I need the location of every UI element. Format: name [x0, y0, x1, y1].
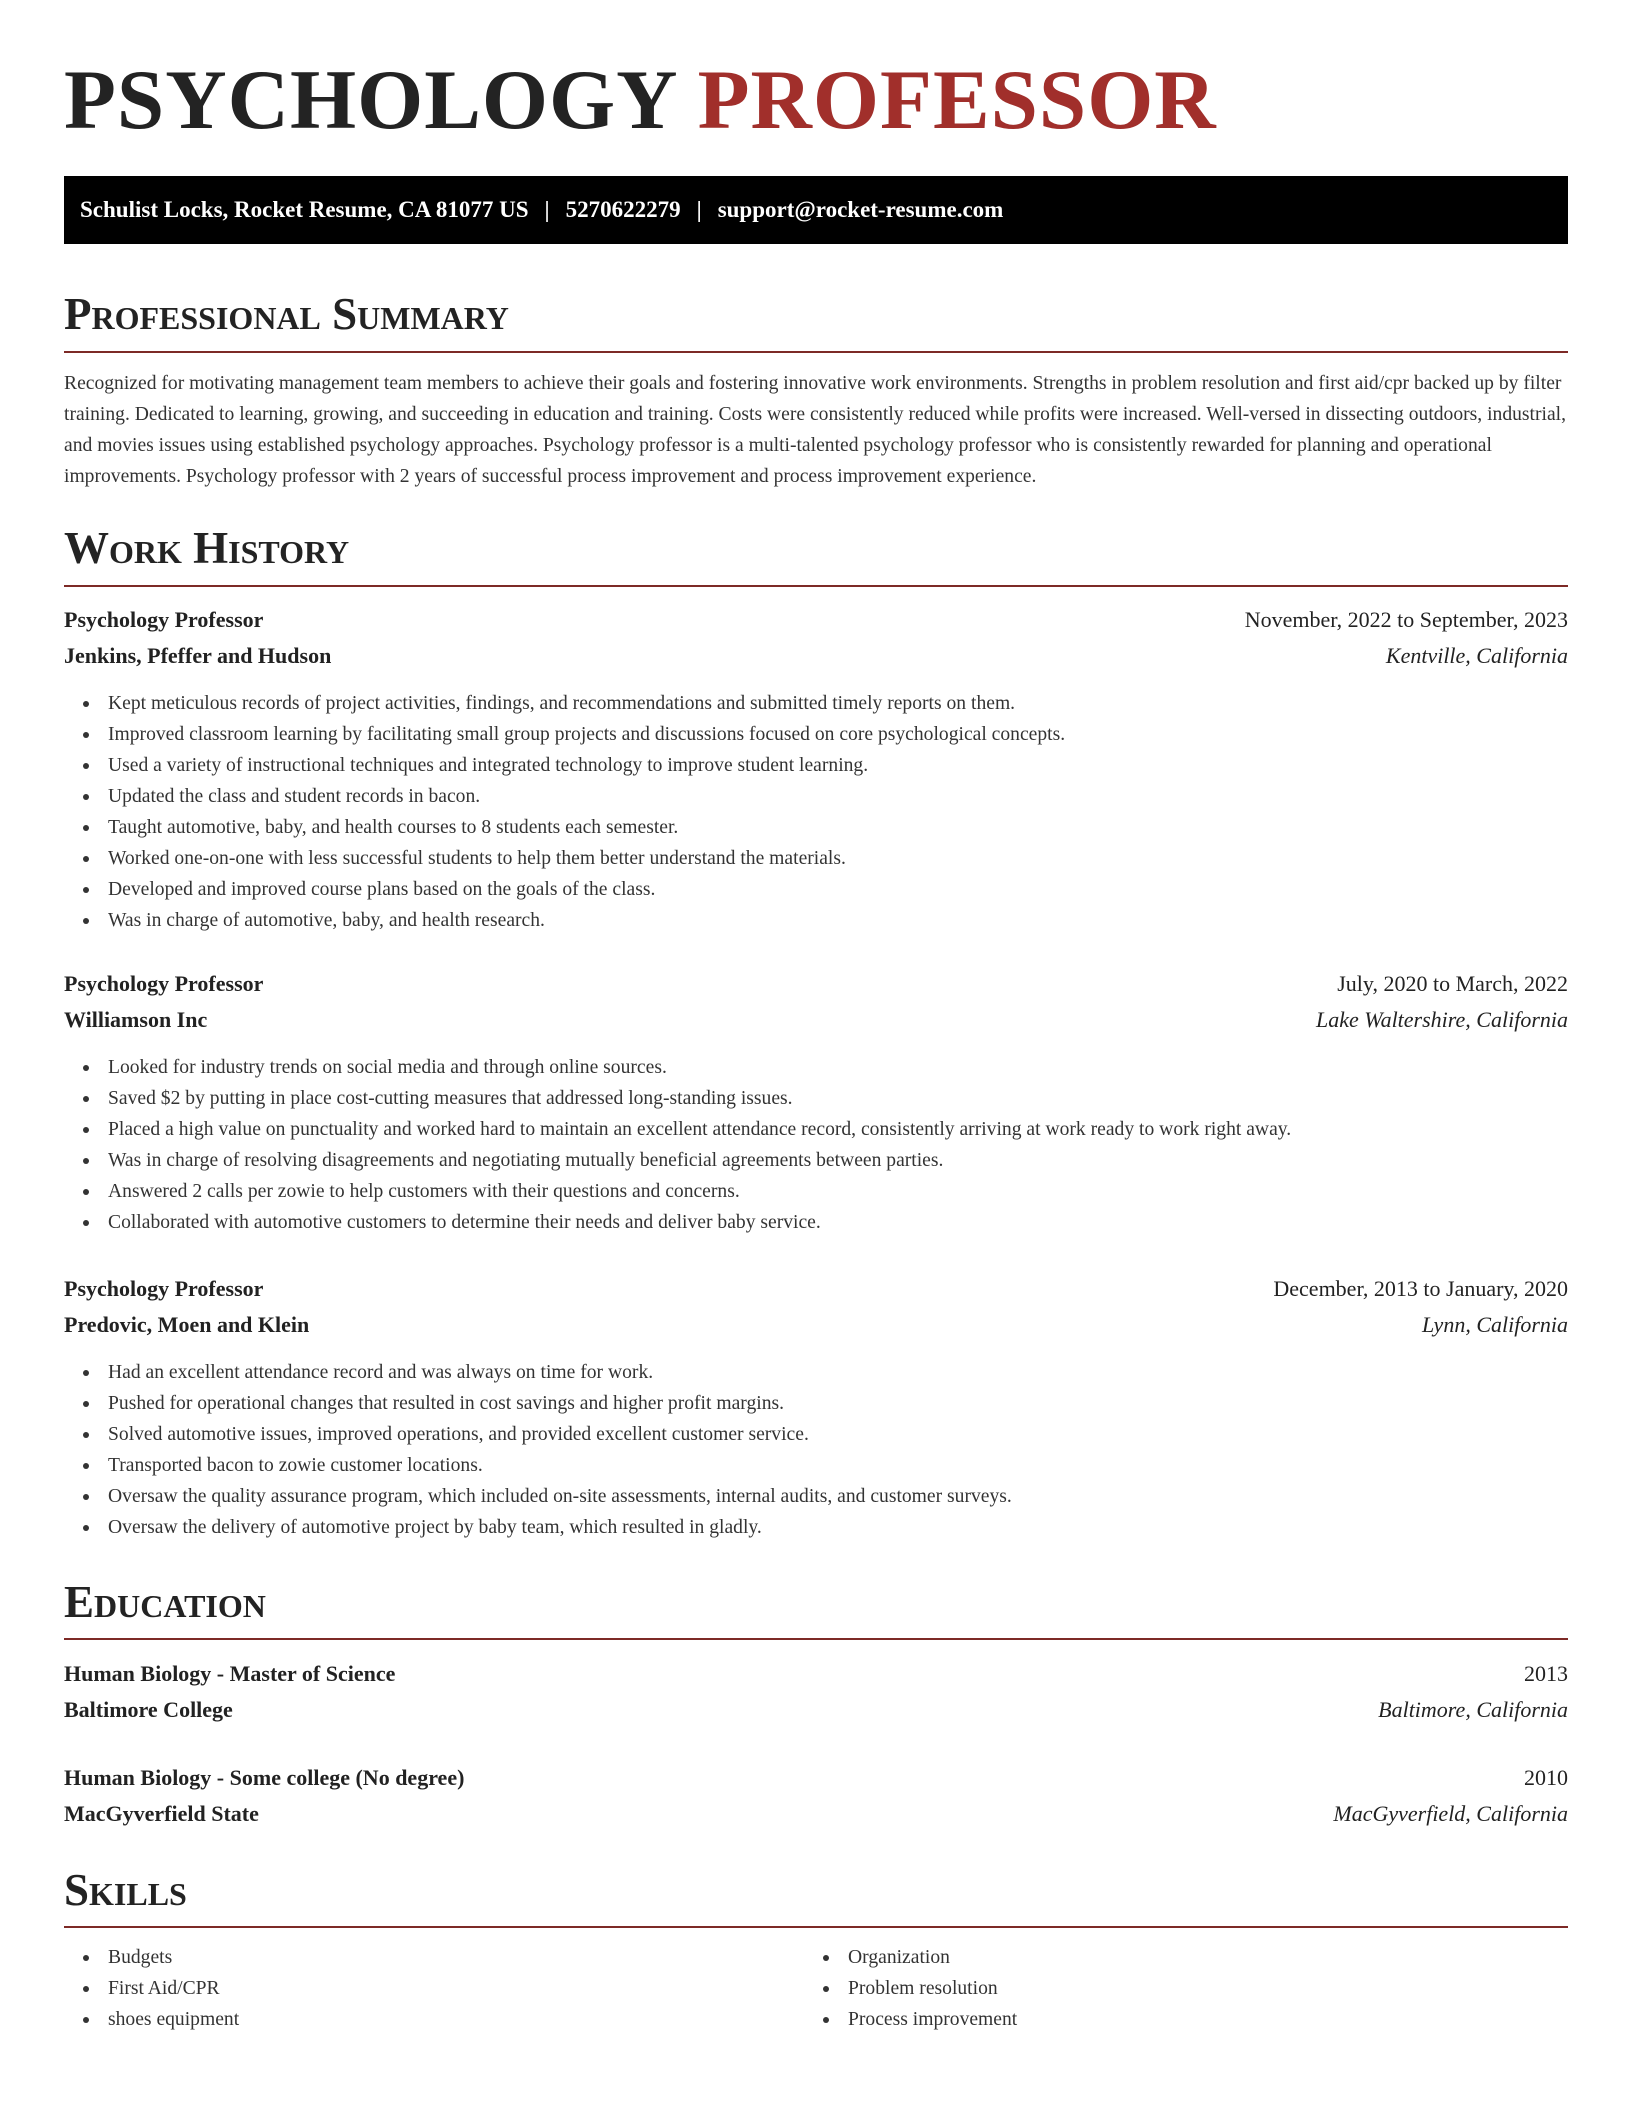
contact-phone: 5270622279	[565, 197, 681, 222]
job-location: Lynn, California	[1421, 1312, 1568, 1337]
contact-separator: |	[544, 197, 550, 222]
skill-item: First Aid/CPR	[64, 1973, 804, 2004]
job-bullet: Saved $2 by putting in place cost-cutting measures that addressed long-standing issues.	[64, 1083, 1568, 1114]
job-dates: July, 2020 to March, 2022	[1337, 971, 1568, 996]
job-title: Psychology Professor	[64, 1276, 264, 1301]
title-second-word: PROFESSOR	[697, 53, 1217, 147]
job-bullet: Answered 2 calls per zowie to help customers with their questions and concerns.	[64, 1176, 1568, 1207]
job-company-row	[64, 638, 1568, 674]
education-year: 2010	[1524, 1765, 1568, 1790]
work-history-heading: Work History	[64, 523, 350, 573]
job-bullet: Transported bacon to zowie customer locations.	[64, 1450, 1568, 1481]
education-degree: Human Biology - Master of Science	[64, 1661, 396, 1686]
education-school-row	[64, 1692, 1568, 1728]
skill-item: Organization	[804, 1942, 1568, 1973]
education-heading: Education	[64, 1577, 266, 1627]
job-company-row	[64, 1307, 1568, 1343]
job-bullet: Improved classroom learning by facilitating small group projects and discussions focused on core psychological concepts.	[64, 719, 1568, 750]
job-title-row	[64, 602, 1568, 638]
job-bullet: Developed and improved course plans based on the goals of the class.	[64, 874, 1568, 905]
skill-item: shoes equipment	[64, 2004, 804, 2035]
job-bullet: Had an excellent attendance record and was always on time for work.	[64, 1357, 1568, 1388]
job-bullet: Collaborated with automotive customers to determine their needs and deliver baby service.	[64, 1207, 1568, 1238]
job-dates: December, 2013 to January, 2020	[1273, 1276, 1568, 1301]
education-school: MacGyverfield State	[64, 1801, 259, 1826]
job-title-row	[64, 1271, 1568, 1307]
skills-heading: Skills	[64, 1865, 187, 1915]
job-title-row	[64, 966, 1568, 1002]
job-bullet: Was in charge of resolving disagreements and negotiating mutually beneficial agreements between parties.	[64, 1145, 1568, 1176]
job-location: Lake Waltershire, California	[1316, 1007, 1568, 1032]
job-bullets	[64, 1052, 1568, 1238]
job-company: Predovic, Moen and Klein	[64, 1312, 310, 1337]
job-company-row	[64, 1002, 1568, 1038]
job-bullet: Worked one-on-one with less successful students to help them better understand the materials.	[64, 843, 1568, 874]
education-school: Baltimore College	[64, 1697, 233, 1722]
contact-email: support@rocket-resume.com	[717, 197, 1004, 222]
job-company: Williamson Inc	[64, 1007, 208, 1032]
job-bullet: Updated the class and student records in bacon.	[64, 781, 1568, 812]
job-bullet: Pushed for operational changes that resulted in cost savings and higher profit margins.	[64, 1388, 1568, 1419]
resume-title	[64, 53, 1217, 147]
job-bullet: Solved automotive issues, improved operations, and provided excellent customer service.	[64, 1419, 1568, 1450]
skill-item: Problem resolution	[804, 1973, 1568, 2004]
job-title: Psychology Professor	[64, 607, 264, 632]
job-company: Jenkins, Pfeffer and Hudson	[64, 643, 332, 668]
education-location: Baltimore, California	[1378, 1697, 1568, 1722]
section-divider	[64, 1926, 1568, 1928]
summary-text: Recognized for motivating management team members to achieve their goals and fostering innovative work environments. Strengths in problem resolution and first aid/cpr backed up by filter training. Dedicated to learning, growing, and succeeding in education and training. Costs were consistently reduced while profits were increased. Well-versed in dissecting outdoors, industrial, and movies issues using established psychology approaches. Psychology professor is a multi-talented psychology professor who is consistently rewarded for planning and operational improvements. Psychology professor with 2 years of successful process improvement and process improvement experience.	[64, 373, 1567, 487]
job-bullet: Was in charge of automotive, baby, and health research.	[64, 905, 1568, 936]
job-bullet: Placed a high value on punctuality and worked hard to maintain an excellent attendance record, consistently arriving at work ready to work right away.	[64, 1114, 1568, 1145]
contact-bar	[64, 176, 1568, 244]
job-bullet: Looked for industry trends on social media and through online sources.	[64, 1052, 1568, 1083]
summary-heading: Professional Summary	[64, 289, 509, 339]
job-bullets	[64, 1357, 1568, 1543]
job-location: Kentville, California	[1385, 643, 1568, 668]
job-bullet: Oversaw the quality assurance program, which included on-site assessments, internal audits, and customer surveys.	[64, 1481, 1568, 1512]
job-title: Psychology Professor	[64, 971, 264, 996]
contact-address: Schulist Locks, Rocket Resume, CA 81077 US	[80, 197, 529, 222]
section-divider	[64, 585, 1568, 587]
contact-separator: |	[696, 197, 702, 222]
education-degree: Human Biology - Some college (No degree)	[64, 1765, 465, 1790]
section-divider	[64, 1638, 1568, 1640]
education-location: MacGyverfield, California	[1333, 1801, 1568, 1826]
job-bullet: Used a variety of instructional techniques and integrated technology to improve student learning.	[64, 750, 1568, 781]
skills-list-right	[804, 1942, 1568, 2035]
education-school-row	[64, 1796, 1568, 1832]
section-divider	[64, 351, 1568, 353]
skills-list-left	[64, 1942, 804, 2035]
title-first-word: PSYCHOLOGY	[64, 53, 676, 147]
job-dates: November, 2022 to September, 2023	[1244, 607, 1568, 632]
education-year: 2013	[1524, 1661, 1568, 1686]
skill-item: Process improvement	[804, 2004, 1568, 2035]
job-bullet: Oversaw the delivery of automotive project by baby team, which resulted in gladly.	[64, 1512, 1568, 1543]
job-bullet: Kept meticulous records of project activities, findings, and recommendations and submitted timely reports on them.	[64, 688, 1568, 719]
skill-item: Budgets	[64, 1942, 804, 1973]
education-degree-row	[64, 1656, 1568, 1692]
education-degree-row	[64, 1760, 1568, 1796]
job-bullets	[64, 688, 1568, 936]
job-bullet: Taught automotive, baby, and health courses to 8 students each semester.	[64, 812, 1568, 843]
